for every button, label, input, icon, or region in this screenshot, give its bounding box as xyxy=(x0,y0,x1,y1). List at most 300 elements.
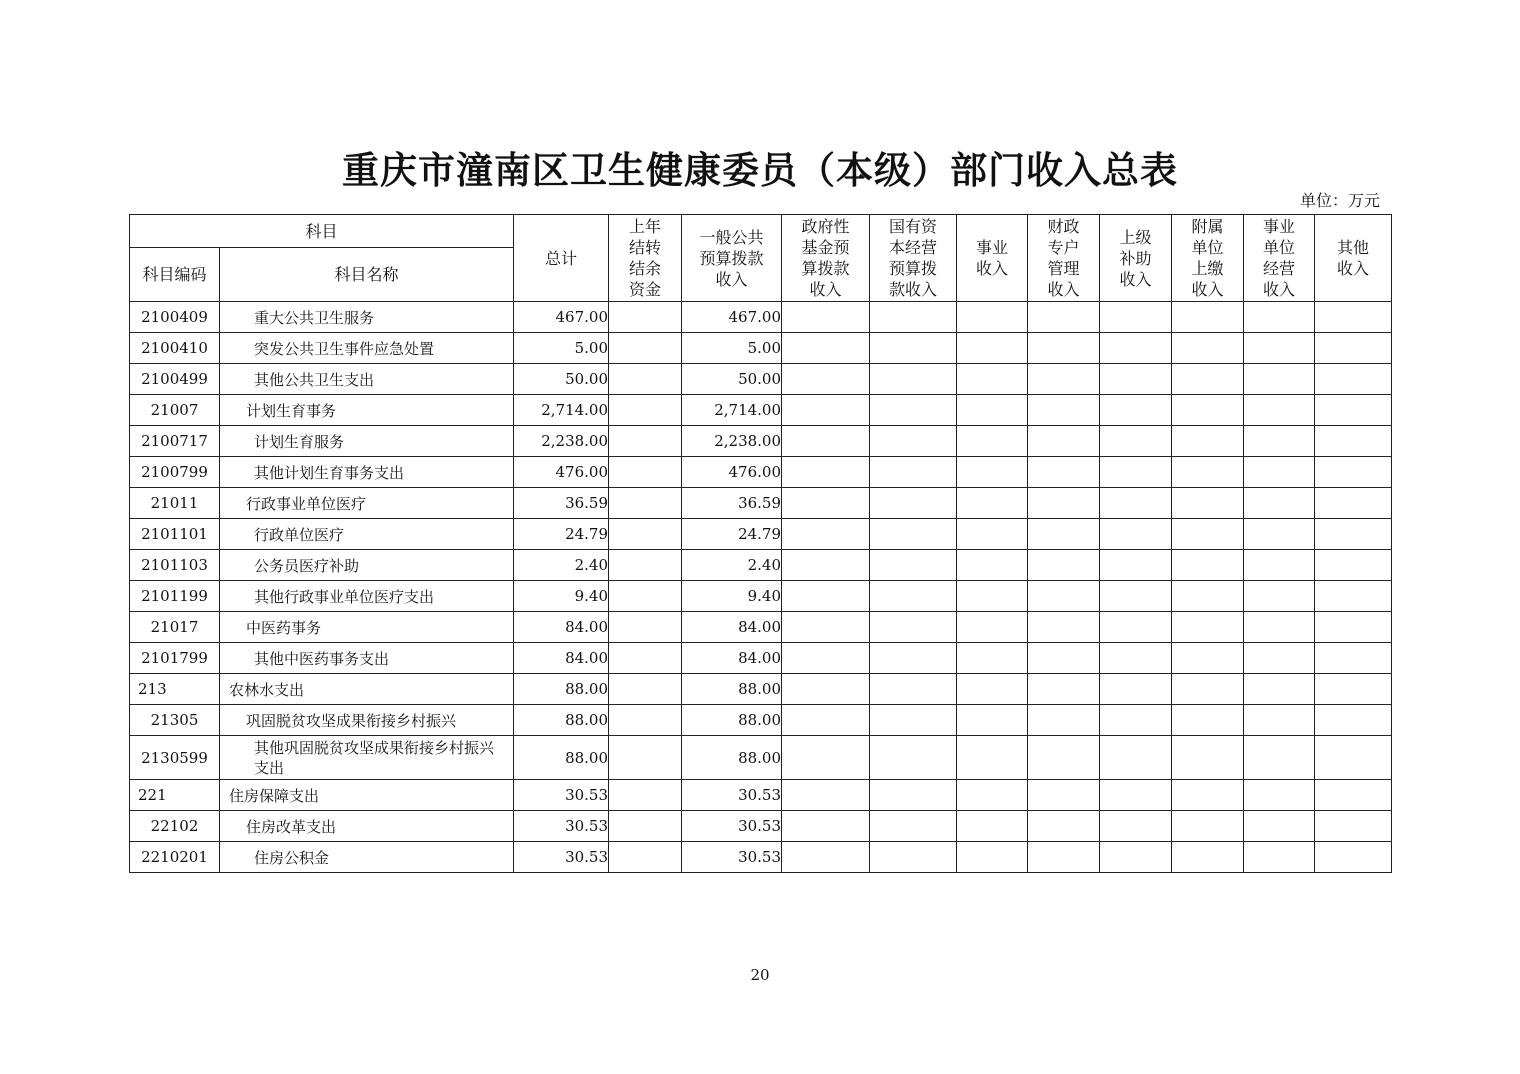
cell-superior-subsidy xyxy=(1100,811,1172,842)
cell-affiliated xyxy=(1172,457,1244,488)
header-gov-fund xyxy=(782,215,870,302)
cell-business-ops xyxy=(1244,674,1315,705)
cell-carry-over xyxy=(609,488,682,519)
cell-business-ops xyxy=(1244,612,1315,643)
cell-total: 9.40 xyxy=(514,581,609,612)
cell-other-income xyxy=(1315,519,1392,550)
header-line: 一般公共 xyxy=(699,227,764,247)
cell-general-budget: 30.53 xyxy=(682,811,782,842)
page-number: 20 xyxy=(750,966,770,984)
cell-general-budget: 50.00 xyxy=(682,364,782,395)
header-line: 补助 xyxy=(1119,248,1152,268)
cell-other-income xyxy=(1315,550,1392,581)
cell-carry-over xyxy=(609,674,682,705)
cell-other-income xyxy=(1315,457,1392,488)
cell-total: 88.00 xyxy=(514,674,609,705)
cell-fiscal-special xyxy=(1028,395,1100,426)
cell-general-budget: 467.00 xyxy=(682,302,782,333)
header-line: 收入 xyxy=(809,280,842,299)
cell-total: 5.00 xyxy=(514,333,609,364)
header-line: 收入 xyxy=(976,259,1009,278)
cell-gov-fund xyxy=(782,780,870,811)
cell-fiscal-special xyxy=(1028,457,1100,488)
cell-other-income xyxy=(1315,581,1392,612)
cell-carry-over xyxy=(609,302,682,333)
header-line: 上级 xyxy=(1119,227,1152,247)
cell-total: 467.00 xyxy=(514,302,609,333)
cell-gov-fund xyxy=(782,736,870,780)
header-line: 收入 xyxy=(1337,259,1370,278)
cell-fiscal-special xyxy=(1028,842,1100,873)
cell-other-income xyxy=(1315,705,1392,736)
header-state-capital xyxy=(870,215,957,302)
cell-business-income xyxy=(957,705,1028,736)
cell-code: 2210201 xyxy=(130,842,220,873)
cell-general-budget: 84.00 xyxy=(682,612,782,643)
cell-business-ops xyxy=(1244,302,1315,333)
header-line: 国有资 xyxy=(889,217,938,236)
cell-affiliated xyxy=(1172,643,1244,674)
cell-superior-subsidy xyxy=(1100,842,1172,873)
cell-code: 21017 xyxy=(130,612,220,643)
cell-superior-subsidy xyxy=(1100,674,1172,705)
header-line: 收入 xyxy=(1047,280,1080,299)
cell-business-ops xyxy=(1244,519,1315,550)
cell-gov-fund xyxy=(782,426,870,457)
cell-general-budget: 36.59 xyxy=(682,488,782,519)
cell-affiliated xyxy=(1172,842,1244,873)
cell-name: 突发公共卫生事件应急处置 xyxy=(220,333,514,364)
cell-carry-over xyxy=(609,811,682,842)
cell-gov-fund xyxy=(782,674,870,705)
cell-general-budget: 5.00 xyxy=(682,333,782,364)
cell-state-capital xyxy=(870,519,957,550)
cell-other-income xyxy=(1315,736,1392,780)
cell-other-income xyxy=(1315,302,1392,333)
cell-general-budget: 2.40 xyxy=(682,550,782,581)
cell-gov-fund xyxy=(782,612,870,643)
cell-name: 计划生育服务 xyxy=(220,426,514,457)
cell-code: 2101103 xyxy=(130,550,220,581)
cell-state-capital xyxy=(870,643,957,674)
cell-fiscal-special xyxy=(1028,736,1100,780)
cell-affiliated xyxy=(1172,395,1244,426)
cell-business-income xyxy=(957,519,1028,550)
cell-superior-subsidy xyxy=(1100,302,1172,333)
unit-label: 单位：万元 xyxy=(1299,191,1380,210)
cell-superior-subsidy xyxy=(1100,612,1172,643)
header-line: 财政 xyxy=(1047,217,1080,236)
table-row xyxy=(130,457,1392,488)
cell-business-income xyxy=(957,333,1028,364)
table-row xyxy=(130,842,1392,873)
cell-superior-subsidy xyxy=(1100,643,1172,674)
table-row xyxy=(130,674,1392,705)
cell-fiscal-special xyxy=(1028,811,1100,842)
cell-gov-fund xyxy=(782,705,870,736)
cell-other-income xyxy=(1315,395,1392,426)
cell-business-ops xyxy=(1244,550,1315,581)
cell-affiliated xyxy=(1172,550,1244,581)
cell-name: 住房公积金 xyxy=(220,842,514,873)
cell-code: 2100410 xyxy=(130,333,220,364)
cell-superior-subsidy xyxy=(1100,550,1172,581)
cell-general-budget: 88.00 xyxy=(682,736,782,780)
cell-business-income xyxy=(957,395,1028,426)
cell-total: 2,238.00 xyxy=(514,426,609,457)
cell-business-ops xyxy=(1244,643,1315,674)
cell-state-capital xyxy=(870,364,957,395)
cell-other-income xyxy=(1315,780,1392,811)
header-line: 收入 xyxy=(1263,280,1296,299)
cell-code: 221 xyxy=(130,780,220,811)
cell-total: 88.00 xyxy=(514,736,609,780)
table-row xyxy=(130,302,1392,333)
cell-gov-fund xyxy=(782,364,870,395)
cell-general-budget: 2,238.00 xyxy=(682,426,782,457)
cell-affiliated xyxy=(1172,674,1244,705)
header-line: 结余 xyxy=(629,259,662,278)
cell-name: 其他公共卫生支出 xyxy=(220,364,514,395)
header-total: 总计 xyxy=(514,215,609,302)
cell-name: 农林水支出 xyxy=(220,674,514,705)
cell-name: 其他行政事业单位医疗支出 xyxy=(220,581,514,612)
cell-carry-over xyxy=(609,519,682,550)
table-row xyxy=(130,780,1392,811)
header-line: 结转 xyxy=(629,238,662,257)
cell-other-income xyxy=(1315,612,1392,643)
cell-general-budget: 84.00 xyxy=(682,643,782,674)
cell-state-capital xyxy=(870,780,957,811)
cell-other-income xyxy=(1315,674,1392,705)
cell-other-income xyxy=(1315,643,1392,674)
header-line: 事业 xyxy=(976,238,1009,257)
cell-general-budget: 24.79 xyxy=(682,519,782,550)
header-line: 收入 xyxy=(1191,280,1224,299)
header-line: 单位 xyxy=(1191,238,1224,257)
cell-code: 2100799 xyxy=(130,457,220,488)
cell-gov-fund xyxy=(782,842,870,873)
cell-fiscal-special xyxy=(1028,780,1100,811)
cell-other-income xyxy=(1315,426,1392,457)
header-line: 资金 xyxy=(629,280,662,299)
cell-business-income xyxy=(957,457,1028,488)
cell-code: 2100409 xyxy=(130,302,220,333)
cell-affiliated xyxy=(1172,364,1244,395)
cell-code: 2100499 xyxy=(130,364,220,395)
table-row xyxy=(130,395,1392,426)
cell-fiscal-special xyxy=(1028,705,1100,736)
cell-general-budget: 2,714.00 xyxy=(682,395,782,426)
header-line: 基金预 xyxy=(801,238,850,257)
cell-total: 476.00 xyxy=(514,457,609,488)
cell-superior-subsidy xyxy=(1100,426,1172,457)
header-line: 管理 xyxy=(1047,259,1080,278)
income-summary-table xyxy=(129,214,1392,873)
header-line: 附属 xyxy=(1191,217,1224,236)
header-fiscal-special xyxy=(1028,215,1100,302)
cell-gov-fund xyxy=(782,519,870,550)
header-line: 上年 xyxy=(629,217,662,236)
cell-affiliated xyxy=(1172,302,1244,333)
cell-code: 2101101 xyxy=(130,519,220,550)
cell-superior-subsidy xyxy=(1100,333,1172,364)
cell-state-capital xyxy=(870,550,957,581)
cell-carry-over xyxy=(609,643,682,674)
cell-state-capital xyxy=(870,395,957,426)
header-business-income xyxy=(957,215,1028,302)
table-row xyxy=(130,488,1392,519)
header-code: 科目编码 xyxy=(130,248,220,302)
cell-business-ops xyxy=(1244,842,1315,873)
cell-business-income xyxy=(957,364,1028,395)
cell-state-capital xyxy=(870,457,957,488)
cell-gov-fund xyxy=(782,302,870,333)
header-line: 其他 xyxy=(1337,238,1370,257)
cell-gov-fund xyxy=(782,581,870,612)
header-subject: 科目 xyxy=(130,215,514,248)
table-row xyxy=(130,581,1392,612)
cell-other-income xyxy=(1315,364,1392,395)
cell-affiliated xyxy=(1172,488,1244,519)
cell-code: 2101199 xyxy=(130,581,220,612)
cell-name: 其他中医药事务支出 xyxy=(220,643,514,674)
cell-superior-subsidy xyxy=(1100,519,1172,550)
cell-superior-subsidy xyxy=(1100,581,1172,612)
cell-affiliated xyxy=(1172,705,1244,736)
cell-fiscal-special xyxy=(1028,333,1100,364)
cell-name: 其他巩固脱贫攻坚成果衔接乡村振兴支出 xyxy=(220,736,514,780)
header-line: 单位 xyxy=(1263,238,1296,257)
cell-other-income xyxy=(1315,811,1392,842)
cell-business-ops xyxy=(1244,488,1315,519)
cell-business-ops xyxy=(1244,395,1315,426)
cell-affiliated xyxy=(1172,736,1244,780)
header-other-income xyxy=(1315,215,1392,302)
table-row xyxy=(130,811,1392,842)
cell-business-income xyxy=(957,842,1028,873)
cell-superior-subsidy xyxy=(1100,780,1172,811)
cell-fiscal-special xyxy=(1028,302,1100,333)
cell-other-income xyxy=(1315,488,1392,519)
cell-fiscal-special xyxy=(1028,581,1100,612)
cell-state-capital xyxy=(870,674,957,705)
cell-business-ops xyxy=(1244,705,1315,736)
header-carry-over xyxy=(609,215,682,302)
table-row xyxy=(130,426,1392,457)
cell-fiscal-special xyxy=(1028,426,1100,457)
cell-business-income xyxy=(957,302,1028,333)
table-row xyxy=(130,519,1392,550)
cell-business-ops xyxy=(1244,581,1315,612)
header-name: 科目名称 xyxy=(220,248,514,302)
cell-total: 84.00 xyxy=(514,643,609,674)
cell-affiliated xyxy=(1172,426,1244,457)
header-affiliated xyxy=(1172,215,1244,302)
cell-business-ops xyxy=(1244,364,1315,395)
header-line: 上缴 xyxy=(1191,259,1224,278)
header-general-budget xyxy=(682,215,782,302)
table-row xyxy=(130,736,1392,780)
cell-affiliated xyxy=(1172,811,1244,842)
cell-name: 住房保障支出 xyxy=(220,780,514,811)
cell-total: 2,714.00 xyxy=(514,395,609,426)
cell-carry-over xyxy=(609,333,682,364)
header-line: 算拨款 xyxy=(801,259,850,278)
cell-general-budget: 476.00 xyxy=(682,457,782,488)
cell-state-capital xyxy=(870,811,957,842)
cell-general-budget: 30.53 xyxy=(682,842,782,873)
cell-carry-over xyxy=(609,364,682,395)
cell-carry-over xyxy=(609,612,682,643)
cell-total: 30.53 xyxy=(514,780,609,811)
cell-total: 84.00 xyxy=(514,612,609,643)
cell-business-ops xyxy=(1244,736,1315,780)
cell-fiscal-special xyxy=(1028,612,1100,643)
cell-superior-subsidy xyxy=(1100,705,1172,736)
header-line: 款收入 xyxy=(889,280,938,299)
cell-fiscal-special xyxy=(1028,674,1100,705)
cell-superior-subsidy xyxy=(1100,457,1172,488)
cell-code: 22102 xyxy=(130,811,220,842)
cell-name: 巩固脱贫攻坚成果衔接乡村振兴 xyxy=(220,705,514,736)
cell-gov-fund xyxy=(782,550,870,581)
cell-business-income xyxy=(957,736,1028,780)
cell-code: 2130599 xyxy=(130,736,220,780)
cell-business-income xyxy=(957,488,1028,519)
page-title: 重庆市潼南区卫生健康委员（本级）部门收入总表 xyxy=(342,148,1178,192)
header-line: 事业 xyxy=(1263,217,1296,236)
cell-total: 2.40 xyxy=(514,550,609,581)
cell-gov-fund xyxy=(782,395,870,426)
cell-business-income xyxy=(957,811,1028,842)
cell-code: 213 xyxy=(130,674,220,705)
cell-business-ops xyxy=(1244,333,1315,364)
cell-gov-fund xyxy=(782,488,870,519)
cell-affiliated xyxy=(1172,519,1244,550)
cell-name: 重大公共卫生服务 xyxy=(220,302,514,333)
cell-carry-over xyxy=(609,780,682,811)
cell-gov-fund xyxy=(782,333,870,364)
cell-affiliated xyxy=(1172,581,1244,612)
cell-superior-subsidy xyxy=(1100,736,1172,780)
cell-total: 36.59 xyxy=(514,488,609,519)
cell-name: 行政单位医疗 xyxy=(220,519,514,550)
cell-carry-over xyxy=(609,550,682,581)
cell-business-ops xyxy=(1244,426,1315,457)
cell-code: 21305 xyxy=(130,705,220,736)
cell-gov-fund xyxy=(782,811,870,842)
cell-state-capital xyxy=(870,736,957,780)
cell-business-income xyxy=(957,426,1028,457)
table-row xyxy=(130,333,1392,364)
cell-state-capital xyxy=(870,705,957,736)
cell-superior-subsidy xyxy=(1100,364,1172,395)
header-line: 经营 xyxy=(1263,259,1296,278)
cell-state-capital xyxy=(870,302,957,333)
cell-total: 88.00 xyxy=(514,705,609,736)
cell-general-budget: 88.00 xyxy=(682,705,782,736)
cell-affiliated xyxy=(1172,612,1244,643)
cell-carry-over xyxy=(609,395,682,426)
cell-name: 中医药事务 xyxy=(220,612,514,643)
cell-business-income xyxy=(957,612,1028,643)
cell-business-income xyxy=(957,674,1028,705)
cell-carry-over xyxy=(609,736,682,780)
header-line: 预算拨 xyxy=(889,259,938,278)
cell-business-ops xyxy=(1244,811,1315,842)
cell-name: 其他计划生育事务支出 xyxy=(220,457,514,488)
cell-state-capital xyxy=(870,488,957,519)
cell-carry-over xyxy=(609,457,682,488)
cell-business-income xyxy=(957,581,1028,612)
cell-fiscal-special xyxy=(1028,364,1100,395)
cell-carry-over xyxy=(609,842,682,873)
cell-other-income xyxy=(1315,333,1392,364)
cell-fiscal-special xyxy=(1028,519,1100,550)
header-line: 专户 xyxy=(1047,238,1080,257)
cell-fiscal-special xyxy=(1028,550,1100,581)
cell-state-capital xyxy=(870,842,957,873)
cell-code: 21011 xyxy=(130,488,220,519)
cell-state-capital xyxy=(870,612,957,643)
cell-business-income xyxy=(957,780,1028,811)
cell-name: 住房改革支出 xyxy=(220,811,514,842)
header-line: 本经营 xyxy=(889,238,938,257)
cell-name: 公务员医疗补助 xyxy=(220,550,514,581)
cell-business-ops xyxy=(1244,457,1315,488)
table-row xyxy=(130,364,1392,395)
cell-state-capital xyxy=(870,581,957,612)
header-line: 政府性 xyxy=(801,217,850,236)
cell-affiliated xyxy=(1172,780,1244,811)
cell-code: 21007 xyxy=(130,395,220,426)
cell-other-income xyxy=(1315,842,1392,873)
header-line: 收入 xyxy=(715,269,748,289)
cell-name: 行政事业单位医疗 xyxy=(220,488,514,519)
cell-business-income xyxy=(957,643,1028,674)
cell-carry-over xyxy=(609,426,682,457)
cell-general-budget: 88.00 xyxy=(682,674,782,705)
cell-state-capital xyxy=(870,426,957,457)
cell-affiliated xyxy=(1172,333,1244,364)
cell-total: 24.79 xyxy=(514,519,609,550)
cell-state-capital xyxy=(870,333,957,364)
cell-carry-over xyxy=(609,581,682,612)
cell-superior-subsidy xyxy=(1100,395,1172,426)
header-business-ops xyxy=(1244,215,1315,302)
table-row xyxy=(130,550,1392,581)
cell-general-budget: 30.53 xyxy=(682,780,782,811)
cell-gov-fund xyxy=(782,457,870,488)
cell-name: 计划生育事务 xyxy=(220,395,514,426)
cell-fiscal-special xyxy=(1028,488,1100,519)
cell-total: 30.53 xyxy=(514,842,609,873)
table-body xyxy=(130,302,1392,873)
table-row xyxy=(130,612,1392,643)
cell-fiscal-special xyxy=(1028,643,1100,674)
cell-code: 2101799 xyxy=(130,643,220,674)
cell-code: 2100717 xyxy=(130,426,220,457)
cell-gov-fund xyxy=(782,643,870,674)
table-row xyxy=(130,643,1392,674)
header-line: 预算拨款 xyxy=(699,248,764,268)
cell-total: 50.00 xyxy=(514,364,609,395)
header-line: 收入 xyxy=(1119,269,1152,289)
cell-carry-over xyxy=(609,705,682,736)
header-superior-subsidy xyxy=(1100,215,1172,302)
cell-total: 30.53 xyxy=(514,811,609,842)
